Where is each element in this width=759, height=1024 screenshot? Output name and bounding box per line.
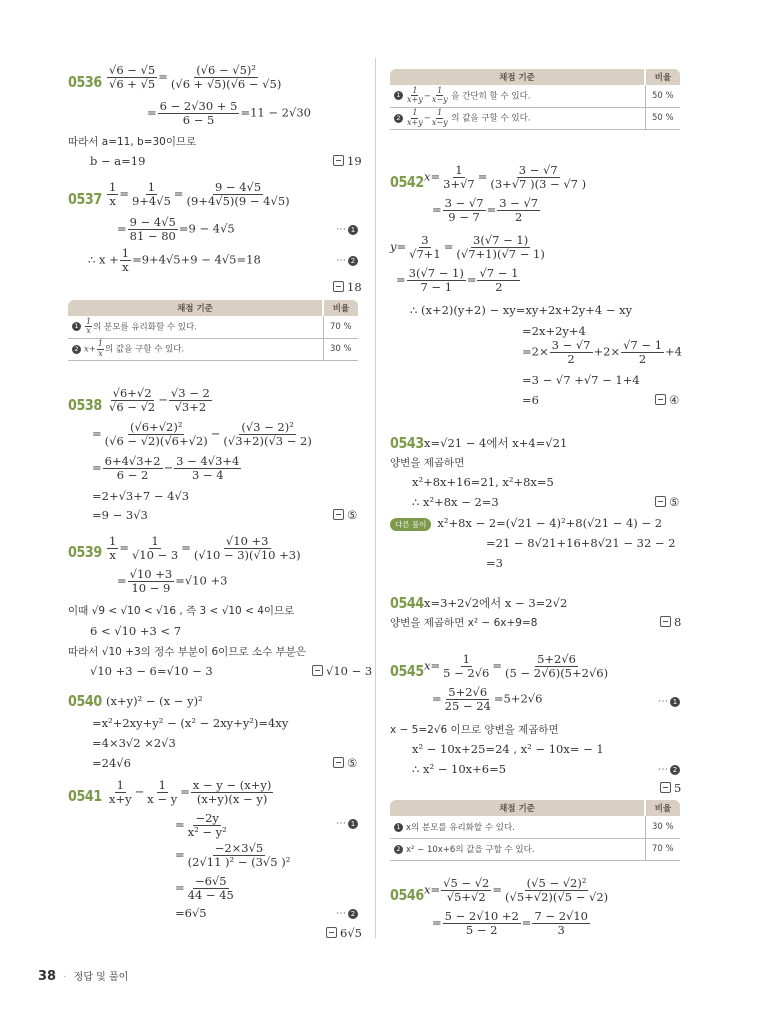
numerator: −6√5 [194,874,227,888]
equals: = [92,426,102,441]
equals: = [492,658,502,673]
equals: = [432,915,442,930]
arrow: ⋯ [336,255,346,266]
denominator: √10 − 3 [131,548,179,563]
solution-line: x²+8x+16=21, x²+8x=5 [412,475,554,489]
denominator: (2√11 )² − (3√5 )² [187,855,291,870]
solution-line: =4×3√2 ×2√3 [92,736,176,750]
solution-line: =21 − 8√21+16+8√21 − 32 − 2 [486,536,676,550]
answer-icon [312,665,323,676]
equals: = [432,202,442,217]
numerator: 1 [147,180,156,194]
criteria-text: 의 분모를 유리화할 수 있다. [93,322,197,333]
equals: = [492,882,503,897]
problem-number: 0537 [68,190,102,208]
solution-line [117,216,235,243]
numerator: 1 [158,778,166,792]
denominator: 10 − 9 [131,581,171,596]
solution-line [175,812,230,839]
solution-line: (x+y)² − (x − y)² [106,694,203,708]
table-row [68,338,358,360]
answer-icon [660,616,671,627]
solution-line: =3 [486,556,503,570]
answer-value: ④ [669,393,680,407]
solution-line: √10 +3 − 6=√10 − 3 [90,664,213,678]
variable: x= [424,882,441,897]
solution-line [175,842,293,869]
denominator: 44 − 45 [187,888,234,903]
numerator: 9 − 4√5 [214,180,262,194]
numerator: 1 [151,534,159,548]
answer-value: 18 [347,280,362,294]
solution-text: 양변을 제곱하면 [390,457,465,469]
bullet-1: 1 [394,91,403,100]
numerator: √7 − 1 [479,266,519,280]
answer-value: ⑤ [669,495,680,509]
denominator: 6 − 5 [182,113,215,128]
solution-line: b − a=19 [90,154,146,168]
equals: = [175,880,185,895]
answer-value: 8 [674,615,682,629]
result: =9+4√5+9 − 4√5=18 [132,252,261,267]
answer-mark [660,615,681,629]
answer-icon [333,509,344,520]
variable: x= [424,169,441,184]
numerator: 3(√7 − 1) [473,233,529,247]
minus: − [158,392,168,407]
minus: − [210,426,221,441]
answer-icon [655,496,666,507]
ratio: 30 % [645,816,680,838]
solution-line [396,267,521,294]
numerator: 6+4√3+2 [104,454,161,468]
numerator: 5+2√6 [537,652,576,666]
numerator: 3 − 4√3+4 [176,454,240,468]
solution-line: ∴ x² − 10x+6=5 [412,762,507,776]
numerator: 7 − 2√10 [534,909,588,923]
denominator: 3 [557,923,565,938]
bullet-2: 2 [394,845,403,854]
equals: = [175,817,185,832]
result: =√10 +3 [175,573,228,588]
equals: = [477,169,488,184]
denominator: 9+4√5 [131,194,171,209]
numerator: √10 +3 [129,567,173,581]
numerator: (√5 − √2)² [526,876,587,890]
denominator: x [98,348,103,358]
denominator: 81 − 80 [129,229,176,244]
equals: = [486,202,497,217]
denominator: √5+√2 [446,890,486,905]
ratio: 50 % [645,85,680,107]
answer-mark [333,280,362,294]
grading-table [68,300,358,361]
footer-separator: · [63,972,67,983]
answer-mark [660,781,681,795]
denominator: √3+2 [174,400,207,415]
solution-line [106,779,274,806]
numerator: 3 − √7 [518,163,558,177]
denominator: 2 [638,352,647,367]
step-marker-1: ⋯ 1 [658,696,680,707]
numerator: 3(√7 − 1) [408,266,464,280]
equals: = [521,915,532,930]
variable: y= [390,239,407,254]
solution-line [390,234,548,261]
answer-mark [655,495,679,509]
solution-text: 이때 √9 < √10 < √16 , 즉 3 < √10 < 4이므로 [68,605,295,617]
bullet-1: 1 [72,322,81,331]
numerator: (√3 − 2)² [241,420,294,434]
denominator: 2 [495,280,503,295]
equals: = [432,691,442,706]
denominator: 3+√7 [443,177,475,192]
answer-icon [660,782,671,793]
answer-mark [312,664,372,678]
variable: x= [424,658,441,673]
arrow: ⋯ [658,696,668,707]
minus: − [134,784,145,799]
equals: = [117,221,127,236]
numerator: 3 − √7 [551,338,591,352]
equals: = [117,573,127,588]
problem-number: 0544 [390,594,424,612]
answer-value: 19 [347,154,362,168]
equals: = [175,847,185,862]
denominator: x² − y² [187,825,227,840]
step-marker-1: ⋯ 1 [336,224,358,235]
header-criteria: 채점 기준 [390,800,645,816]
numerator: 1 [455,163,463,177]
numerator: 1 [97,339,104,349]
page-footer [38,968,128,984]
equals: = [443,239,454,254]
criteria-text: 의 값을 구할 수 있다. [451,113,531,124]
answer-icon [333,281,344,292]
solution-line: x=3+2√2에서 x − 3=2√2 [424,596,568,610]
solution-line: 6 < √10 +3 < 7 [90,624,182,638]
step-marker-2: ⋯ 2 [336,255,358,266]
solution-line [424,164,589,191]
denominator: (√5+√2)(√5 − √2) [505,890,609,905]
denominator: x [109,548,116,563]
ratio: 70 % [323,316,358,338]
solution-line: ∴ (x+2)(y+2) − xy=xy+2x+2y+4 − xy [410,303,633,317]
numerator: √10 +3 [225,534,269,548]
criteria-text: 을 간단히 할 수 있다. [451,91,531,102]
footer-title: 정답 및 풀이 [73,972,129,983]
solution-line [390,516,662,531]
arrow: ⋯ [658,764,668,775]
numerator: 5 − 2√10 +2 [444,909,519,923]
equals: = [173,186,184,201]
numerator: 1 [121,246,130,260]
denominator: (5 − 2√6)(5+2√6) [505,666,609,681]
answer-mark [333,508,357,522]
header-criteria: 채점 기준 [68,300,323,316]
equals: = [181,540,191,555]
solution-line [106,64,284,91]
header-criteria: 채점 기준 [390,69,645,85]
problem-number: 0539 [68,543,102,561]
equals: = [466,272,477,287]
answer-icon [326,927,337,938]
equals: = [119,186,129,201]
solution-line [106,535,304,562]
solution-text: 양변을 제곱하면 x² − 6x+9=8 [390,617,538,629]
denominator: x−y [431,117,448,127]
arrow: ⋯ [336,908,346,919]
answer-mark [326,926,362,940]
solution-line [432,197,541,224]
numerator: 1 [412,85,418,95]
header-ratio: 비율 [323,300,358,316]
equals: = [158,69,168,84]
solution-line [432,910,591,937]
problem-number: 0542 [390,173,424,191]
numerator: √5 − √2 [443,876,490,890]
arrow: ⋯ [336,224,346,235]
equals: = [180,784,190,799]
step-marker-2: ⋯ 2 [336,908,358,919]
denominator: 5 − 2 [465,923,498,938]
solution-line: =9 − 3√3 [92,508,148,522]
numerator: 9 − 4√5 [129,215,176,229]
denominator: 5 − 2√6 [443,666,490,681]
arrow: ⋯ [336,818,346,829]
solution-line: ∴ x²+8x − 2=3 [412,495,499,509]
denominator: √6 − √2 [109,400,156,415]
numerator: x − y − (x+y) [192,778,272,792]
answer-icon [333,757,344,768]
column-divider [375,58,376,938]
solution-line [117,568,227,595]
answer-mark [655,393,679,407]
numerator: √3 − 2 [170,386,210,400]
solution-text: x − 5=2√6 이므로 양변을 제곱하면 [390,724,559,736]
problem-number: 0541 [68,787,102,805]
bullet-2: 2 [72,345,81,354]
denominator: (9+4√5)(9 − 4√5) [186,194,290,209]
denominator: 2 [515,210,523,225]
solution-text: 따라서 √10 +3의 정수 부분이 6이므로 소수 부분은 [68,646,307,658]
numerator: 3 [421,233,429,247]
denominator: 6 − 2 [116,468,149,483]
denominator: (√6 + √5)(√6 − √5) [170,77,282,92]
numerator: 1 [109,534,117,548]
solution-line: =3 − √7 +√7 − 1+4 [522,373,640,387]
denominator: x+y [407,95,423,105]
solution-line: =2x+2y+4 [522,324,586,338]
denominator: x [86,326,91,336]
numerator: 3 − √7 [444,196,484,210]
expression: +4 [665,344,682,359]
answer-icon [655,394,666,405]
problem-number: 0536 [68,73,102,91]
criteria-text: x² − 10x+6의 값을 구할 수 있다. [406,845,535,855]
equals: = [396,272,406,287]
alternative-solution-badge: 다른 풀이 [390,518,431,531]
solution-line: x² − 10x+25=24 , x² − 10x= − 1 [412,742,604,756]
numerator: 1 [109,180,117,194]
solution-line: =x²+2xy+y² − (x² − 2xy+y²)=4xy [92,716,289,730]
denominator: 2 [567,352,575,367]
answer-value: ⑤ [347,756,358,770]
expression: +2× [593,344,621,359]
solution-line [424,877,611,904]
table-row [68,316,358,338]
solution-line: x=√21 − 4에서 x+4=√21 [424,436,568,450]
denominator: x [109,194,116,209]
answer-value: 6√5 [340,926,362,940]
minus: − [423,91,431,102]
numerator: (√6+√2)² [129,420,183,434]
denominator: 7 − 1 [420,280,453,295]
header-ratio: 비율 [645,800,680,816]
denominator: x − y [147,792,178,807]
solution-line [522,339,682,366]
ratio: 50 % [645,107,680,129]
denominator: (√3+2)(√3 − 2) [223,434,312,449]
denominator: x+y [407,117,423,127]
answer-value: 5 [674,781,682,795]
numerator: √6 − √5 [109,63,156,77]
denominator: 9 − 7 [448,210,480,225]
denominator: x+y [109,792,132,807]
result: =5+2√6 [493,691,543,706]
numerator: 1 [462,652,470,666]
denominator: (x+y)(x − y) [196,792,268,807]
denominator: (√10 − 3)(√10 +3) [193,548,301,563]
ratio: 70 % [645,838,680,860]
solution-line [92,455,242,482]
solution-line [106,387,213,414]
result: =9 − 4√5 [178,221,235,236]
problem-number: 0546 [390,886,424,904]
problem-number: 0538 [68,396,102,414]
table-row [390,107,680,129]
solution-line: =6√5 [175,906,207,920]
bullet-2: 2 [394,114,403,123]
numerator: √6+√2 [112,386,152,400]
criteria-text: 의 값을 구할 수 있다. [105,344,185,355]
table-row [390,816,680,838]
answer-mark [333,756,357,770]
numerator: 1 [116,778,124,792]
denominator: 25 − 24 [444,699,491,714]
numerator: 5+2√6 [448,685,488,699]
expression: ∴ x + [88,252,119,267]
solution-line [147,100,311,127]
solution-line [175,875,237,902]
grading-table [390,800,680,861]
numerator: 1 [412,108,418,118]
header-ratio: 비율 [645,69,680,85]
page-number: 38 [38,969,57,984]
denominator: √7+1 [409,247,441,262]
expression: x²+8x − 2=(√21 − 4)²+8(√21 − 4) − 2 [437,516,663,530]
equals: = [119,540,129,555]
numerator: 1 [86,316,92,326]
solution-line [106,181,293,208]
numerator: √7 − 1 [623,338,663,352]
minus: − [423,113,431,124]
solution-line: =2+√3+7 − 4√3 [92,489,190,503]
answer-value: √10 − 3 [326,664,373,678]
answer-icon [333,155,344,166]
answer-value: ⑤ [347,508,358,522]
denominator: (√6 − √2)(√6+√2) [104,434,208,449]
denominator: (√7+1)(√7 − 1) [456,247,545,262]
grading-table-0541 [390,69,680,130]
step-marker-2: ⋯ 2 [658,764,680,775]
numerator: 1 [437,85,443,95]
table-row [390,838,680,860]
solution-line: =6 [522,393,539,407]
equals: = [147,105,157,120]
table-row [390,85,680,107]
numerator: 6 − 2√30 + 5 [159,99,238,113]
solution-line [88,247,261,274]
solution-line [424,653,611,680]
problem-number: 0543 [390,434,424,452]
numerator: (√6 − √5)² [196,63,257,77]
problem-number: 0545 [390,662,424,680]
denominator: √6 + √5 [109,77,156,92]
answer-mark [333,154,362,168]
solution-line: =24√6 [92,756,131,770]
numerator: 3 − √7 [499,196,539,210]
ratio: 30 % [323,338,358,360]
expression: =2× [522,344,549,359]
solution-line [432,686,542,713]
numerator: −2y [195,811,219,825]
equals: = [92,460,102,475]
denominator: x−y [431,95,448,105]
numerator: −2×3√5 [214,841,264,855]
denominator: 3 − 4 [191,468,224,483]
criteria-text: x의 분모를 유리화할 수 있다. [406,822,515,833]
step-marker-1: ⋯ 1 [336,818,358,829]
result: =11 − 2√30 [240,105,311,120]
bullet-1: 1 [394,823,403,832]
minus: − [163,460,174,475]
numerator: 1 [437,108,443,118]
solution-text: 따라서 a=11, b=30이므로 [68,136,197,148]
denominator: x [122,260,129,275]
solution-line [92,421,315,448]
denominator: (3+√7 )(3 − √7 ) [490,177,587,192]
problem-number: 0540 [68,692,102,710]
expression: x+ [84,344,96,355]
